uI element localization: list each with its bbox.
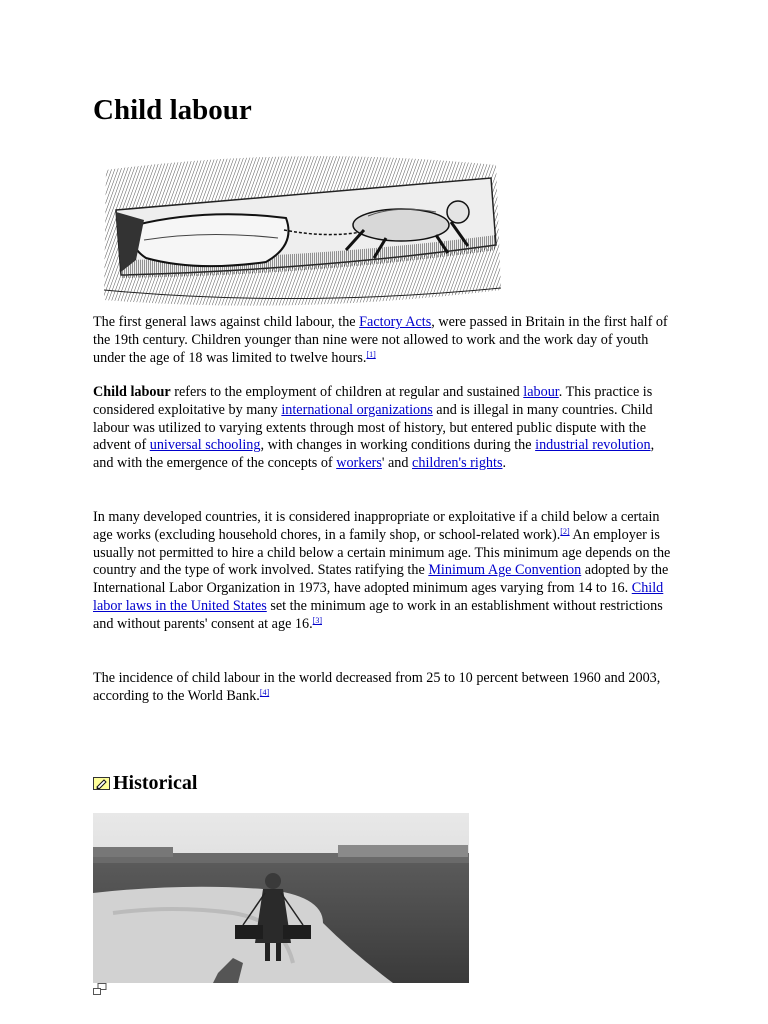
paragraph-definition: [93, 384, 678, 473]
paragraph-text: ' and: [381, 455, 413, 472]
link-international-organizations[interactable]: international organizations: [281, 401, 433, 418]
link-industrial-revolution[interactable]: industrial revolution: [535, 437, 651, 454]
edit-icon[interactable]: [93, 777, 110, 790]
paragraph-factory-acts: [93, 314, 678, 367]
reference-2[interactable]: [2]: [560, 526, 570, 536]
historical-photo[interactable]: [93, 813, 469, 983]
paragraph-text: refers to the employment of children at regular and sustained: [170, 384, 524, 400]
paragraph-minimum-age: [93, 509, 678, 634]
paragraph-text: An employer is usually not permitted to hire a child below a certain minimum age. This minimum age depends on the country and the type of work involved. States ratifying the: [93, 526, 671, 579]
paragraph-incidence: [93, 670, 678, 706]
link-childrens-rights[interactable]: children's rights: [412, 455, 503, 472]
section-title: Historical: [113, 772, 198, 794]
reference-4[interactable]: [4]: [259, 687, 270, 697]
link-minimum-age-convention[interactable]: Minimum Age Convention: [428, 562, 582, 579]
paragraph-text: , and with the emergence of the concepts of: [93, 437, 655, 472]
section-heading-historical: [93, 770, 197, 796]
paragraph-text: The incidence of child labour in the world decreased from 25 to 10 percent between 1960 and 2003, according to the World Bank.: [93, 670, 661, 704]
link-child-labor-laws-us[interactable]: Child labor laws in the United States: [93, 580, 664, 614]
page-title: Child labour: [93, 94, 252, 126]
term-bold: Child labour: [93, 384, 171, 400]
paragraph-text: , were passed in Britain in the first half of the 19th century. Children younger than nine were not allowed to work and the work day of youth under the age of 18 was limited to twelve hours.: [93, 314, 668, 366]
mine-tunnel-illustration: [96, 150, 506, 310]
paragraph-text: set the minimum age to work in an establishment without restrictions and without parents' consent at age 16.: [93, 597, 663, 632]
paragraph-text: The first general laws against child labour, the: [93, 314, 360, 330]
paragraph-text: . This practice is considered exploitative by many: [93, 384, 653, 418]
enlarge-icon[interactable]: [93, 983, 107, 995]
paragraph-text: .: [502, 455, 507, 472]
link-labour[interactable]: labour: [523, 384, 559, 400]
paragraph-text: , with changes in working conditions during the: [260, 437, 536, 454]
reference-3[interactable]: [3]: [312, 615, 322, 625]
paragraph-text: In many developed countries, it is considered inappropriate or exploitative if a child below a certain age works (excluding household chores, in a family shop, or school-related work).: [93, 509, 660, 543]
link-universal-schooling[interactable]: universal schooling: [149, 437, 261, 454]
paragraph-text: and is illegal in many countries. Child labour was utilized to varying extents through most of history, but entered public dispute with the advent of: [93, 401, 653, 454]
link-workers[interactable]: workers: [336, 455, 382, 472]
link-factory-acts[interactable]: Factory Acts: [359, 314, 432, 330]
paragraph-text: adopted by the International Labor Organization in 1973, have adopted minimum ages varying from 14 to 16.: [93, 562, 669, 597]
reference-1[interactable]: [1]: [366, 349, 376, 359]
